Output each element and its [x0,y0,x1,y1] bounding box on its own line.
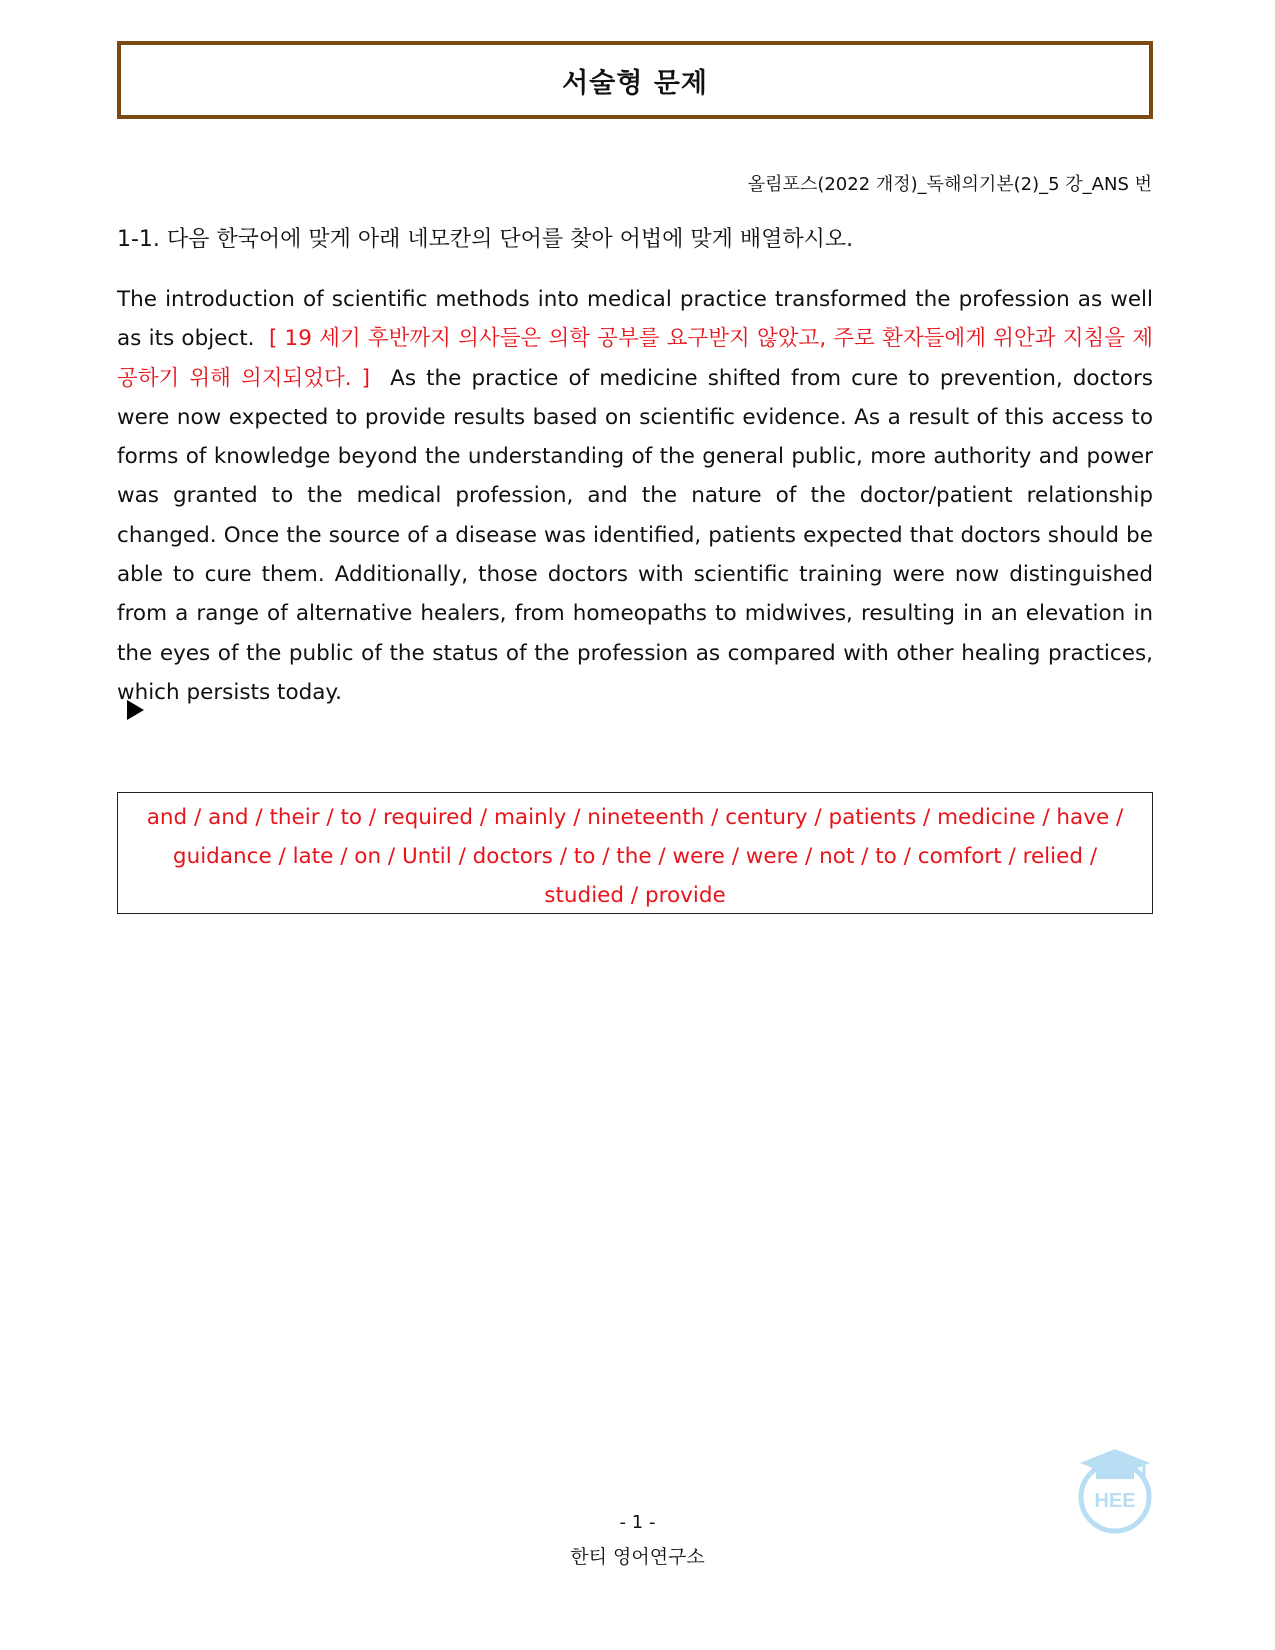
publisher-name: 한티 영어연구소 [570,1546,705,1568]
passage-after: As the practice of medicine shifted from cure to prevention, doctors were now expected to provide results based on scientific evidence. As a result of this access to forms of knowledge beyond the understanding of the general public, more authority and power was granted to the medical profession, and the nature of the doctor/patient relationship changed. Once the source of a disease was identified, patients expected that doctors should be able to cure them. Additionally, those doctors with scientific training were now distinguished from a range of alternative healers, from homeopaths to midwives, resulting in an elevation in the eyes of the public of the status of the profession as compared with other healing practices, which persists today. [117,365,1153,705]
word-bank: and / and / their / to / required / mainly / nineteenth / century / patients / medicine / have / guidance / late / on / Until / doctors / to / the / were / were / not / to / comfort / relied / studied / provide [146,805,1124,908]
source-label: 올림포스(2022 개정)_독해의기본(2)_5 강_ANS 번 [747,174,1152,195]
passage-before: The introduction of scientific methods into medical practice transformed the profession as well as its object. [117,287,1153,352]
question-instruction: 1-1. 다음 한국어에 맞게 아래 네모칸의 단어를 찾아 어법에 맞게 배열하시오. [117,227,854,252]
answer-arrow-icon [127,700,144,720]
page-title: 서술형 문제 [562,67,708,99]
passage-korean-blank: [ 19 세기 후반까지 의사들은 의학 공부를 요구받지 않았고, 주로 환자들에게 위안과 지침을 제공하기 위해 의지되었다. ] [117,326,1153,391]
hee-logo-icon [1070,1445,1160,1535]
page-number: - 1 - [619,1512,656,1533]
passage [117,280,1153,712]
word-bank-box [117,792,1153,914]
logo-text: HEE [1094,1490,1136,1512]
title-box [117,41,1153,119]
